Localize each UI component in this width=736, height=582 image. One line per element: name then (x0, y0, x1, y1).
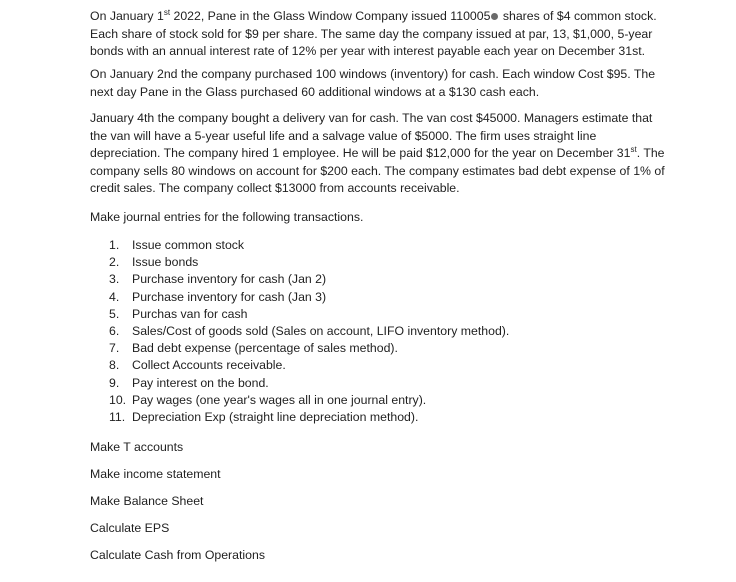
van-sales-paragraph: January 4th the company bought a delivery van for cash. The van cost $45000. Managers estimate that the van will have a 5-year useful life and a salvage value of $5000. The firm uses straight line depreciation. The company hired 1 employee. He will be paid $12,000 for the year on December 31st. The company sells 80 windows on account for $200 each. The company estimates bad debt expense of 1% of credit sales. The company collect $13000 from accounts receivable. (90, 111, 665, 196)
ink-mark-icon (491, 13, 498, 20)
list-item: 1. Issue common stock (109, 238, 245, 252)
list-item: 7. Bad debt expense (percentage of sales method). (109, 341, 398, 356)
list-item: 11. Depreciation Exp (straight line depreciation method). (109, 409, 419, 424)
journal-instructions: Make journal entries for the following transactions. (90, 210, 364, 224)
task-calculate-eps: Calculate EPS (90, 521, 170, 535)
list-item: 8. Collect Accounts receivable. (109, 358, 286, 373)
list-item: 3. Purchase inventory for cash (Jan 2) (109, 272, 327, 287)
list-item: 10. Pay wages (one year's wages all in one journal entry). (109, 392, 427, 407)
transaction-list (109, 237, 509, 426)
intro-paragraph: On January 1st 2022, Pane in the Glass Window Company issued 110005 shares of $4 common stock. Each share of stock sold for $9 per share. The same day the company issued at par, 13, $1,000, 5-year bonds with an annual interest rate of 12% per year with interest payable each year on December 31st. (90, 7, 657, 59)
list-item: 9. Pay interest on the bond. (109, 375, 269, 390)
list-item: 5. Purchas van for cash (109, 306, 248, 321)
task-t-accounts: Make T accounts (90, 440, 184, 454)
inventory-paragraph: On January 2nd the company purchased 100 windows (inventory) for cash. Each window Cost $95. The next day Pane in the Glass purchased 60 additional windows at a $130 cash each. (90, 67, 656, 99)
task-balance-sheet: Make Balance Sheet (90, 494, 204, 508)
list-item: 4. Purchase inventory for cash (Jan 3) (109, 289, 327, 304)
list-item: 6. Sales/Cost of goods sold (Sales on account, LIFO inventory method). (109, 323, 510, 338)
list-item: 2. Issue bonds (109, 255, 199, 270)
task-income-statement: Make income statement (90, 467, 221, 481)
task-cash-from-operations: Calculate Cash from Operations (90, 548, 265, 562)
